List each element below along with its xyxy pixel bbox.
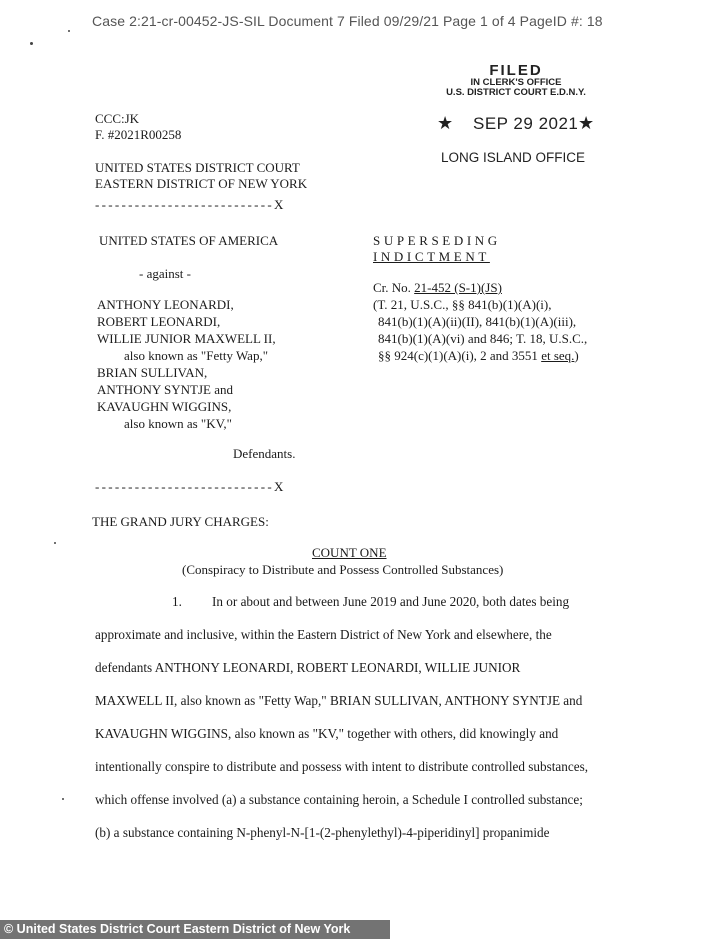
scan-speck xyxy=(30,42,33,45)
charge-line: KAVAUGHN WIGGINS, also known as "KV," together with others, did knowingly and xyxy=(95,726,559,741)
count-title: COUNT ONE xyxy=(312,545,387,560)
statute-line-1: (T. 21, U.S.C., §§ 841(b)(1)(A)(i), xyxy=(373,297,552,312)
doc-title-indictment: INDICTMENT xyxy=(373,249,490,264)
count-subtitle: (Conspiracy to Distribute and Possess Controlled Substances) xyxy=(182,562,504,577)
statute-line-2: 841(b)(1)(A)(ii)(II), 841(b)(1)(A)(iii), xyxy=(378,314,577,329)
cr-prefix: Cr. No. xyxy=(373,280,415,295)
defendant-6: KAVAUGHN WIGGINS, xyxy=(97,399,232,414)
plaintiff: UNITED STATES OF AMERICA xyxy=(99,233,279,248)
star-icon: ★ xyxy=(437,113,454,133)
et-seq: et seq. xyxy=(541,348,575,363)
charge-line: defendants ANTHONY LEONARDI, ROBERT LEONARDI, WILLIE JUNIOR xyxy=(95,660,521,675)
defendant-1: ANTHONY LEONARDI, xyxy=(97,297,234,312)
scan-speck xyxy=(62,798,64,800)
court-name: UNITED STATES DISTRICT COURT xyxy=(95,160,300,175)
case-header: Case 2:21-cr-00452-JS-SIL Document 7 Filed 09/29/21 Page 1 of 4 PageID #: 18 xyxy=(92,13,603,29)
divider-top: ---------------------------X xyxy=(95,197,286,212)
scan-speck xyxy=(54,542,56,544)
paragraph-number: 1. xyxy=(172,594,182,609)
statute-line-4 xyxy=(378,347,579,364)
cr-number: 21-452 (S-1)(JS) xyxy=(414,280,502,295)
defendant-4: BRIAN SULLIVAN, xyxy=(97,365,208,380)
filed-stamp xyxy=(430,64,602,98)
doc-title-superseding: SUPERSEDING xyxy=(373,233,501,248)
against: - against - xyxy=(139,266,191,281)
stamp-clerk-office: IN CLERK'S OFFICE xyxy=(470,77,562,88)
statute-line-3: 841(b)(1)(A)(vi) and 846; T. 18, U.S.C., xyxy=(378,331,588,346)
statute-last-prefix: §§ 924(c)(1)(A)(i), 2 and 3551 xyxy=(378,348,542,363)
scan-speck xyxy=(68,30,70,32)
charge-line: In or about and between June 2019 and June 2020, both dates being xyxy=(212,594,570,609)
court-district: EASTERN DISTRICT OF NEW YORK xyxy=(95,176,308,191)
defendant-5: ANTHONY SYNTJE and xyxy=(97,382,234,397)
stamp-date: SEP 29 2021 xyxy=(473,114,579,133)
charge-line: which offense involved (a) a substance containing heroin, a Schedule I controlled substance; xyxy=(95,792,583,807)
initials: CCC:JK xyxy=(95,111,140,126)
charge-line: approximate and inclusive, within the Eastern District of New York and elsewhere, the xyxy=(95,627,552,642)
statute-last-suffix: ) xyxy=(574,348,579,363)
defendant-3-aka: also known as "Fetty Wap," xyxy=(124,348,269,363)
defendant-6-aka: also known as "KV," xyxy=(124,416,232,431)
grand-jury-intro: THE GRAND JURY CHARGES: xyxy=(92,514,269,529)
divider-bottom: ---------------------------X xyxy=(95,479,286,494)
image-credit: © United States District Court Eastern District of New York xyxy=(0,920,390,939)
charge-line: MAXWELL II, also known as "Fetty Wap," BRIAN SULLIVAN, ANTHONY SYNTJE and xyxy=(95,693,583,708)
defendant-2: ROBERT LEONARDI, xyxy=(97,314,221,329)
star-icon: ★ xyxy=(578,113,595,133)
defendant-3: WILLIE JUNIOR MAXWELL II, xyxy=(97,331,276,346)
file-number: F. #2021R00258 xyxy=(95,127,182,142)
criminal-number xyxy=(373,279,502,296)
charge-line: (b) a substance containing N-phenyl-N-[1-(2-phenylethyl)-4-piperidinyl] propanimide xyxy=(95,825,550,840)
stamp-office: LONG ISLAND OFFICE xyxy=(441,150,586,165)
stamp-filed: FILED xyxy=(489,62,543,79)
defendants-label: Defendants. xyxy=(233,446,296,461)
charge-line: intentionally conspire to distribute and possess with intent to distribute controlled substances, xyxy=(95,759,588,774)
stamp-district-court: U.S. DISTRICT COURT E.D.N.Y. xyxy=(446,87,586,98)
